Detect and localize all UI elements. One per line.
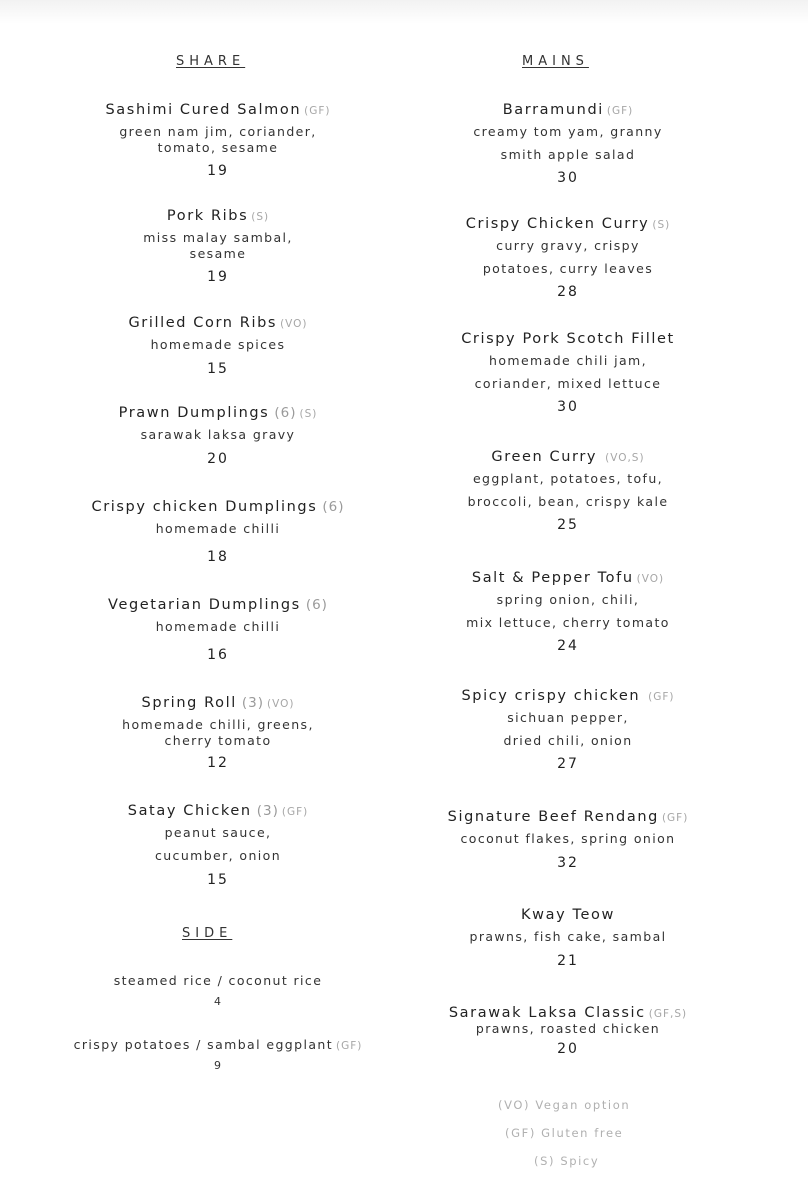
item-quantity: (6) xyxy=(305,597,328,613)
item-description: coriander, mixed lettuce xyxy=(474,376,662,391)
item-price: 20 xyxy=(557,1041,579,1057)
item-name: Crispy Pork Scotch Fillet xyxy=(461,331,675,347)
dietary-tag: (VO,S) xyxy=(605,452,645,464)
item-name: steamed rice / coconut rice xyxy=(113,973,323,988)
dietary-tag: (VO) xyxy=(280,318,308,330)
item-name: Prawn Dumplings xyxy=(118,405,270,421)
item-price: 18 xyxy=(207,549,229,565)
item-description: broccoli, bean, crispy kale xyxy=(467,494,669,509)
item-description: eggplant, potatoes, tofu, xyxy=(472,471,664,486)
menu-item xyxy=(368,806,768,871)
item-price: 15 xyxy=(207,872,229,888)
item-description: coconut flakes, spring onion xyxy=(460,831,676,846)
item-price: 30 xyxy=(557,399,579,415)
item-description: curry gravy, crispy xyxy=(496,238,640,253)
item-name: crispy potatoes / sambal eggplant xyxy=(73,1037,334,1052)
item-description: dried chili, onion xyxy=(503,733,633,748)
item-name: Sashimi Cured Salmon xyxy=(105,102,302,118)
item-description: spring onion, chili, xyxy=(496,592,640,607)
item-price: 15 xyxy=(207,361,229,377)
dietary-tag: (GF) xyxy=(336,1040,363,1052)
menu-item xyxy=(368,904,768,969)
menu-item xyxy=(368,446,768,533)
share-heading: SHARE xyxy=(176,54,246,69)
item-name: Barramundi xyxy=(502,102,604,118)
item-price: 19 xyxy=(207,269,229,285)
item-price: 12 xyxy=(207,755,229,771)
dietary-tag: (VO) xyxy=(267,698,295,710)
item-description: creamy tom yam, granny xyxy=(473,124,663,139)
item-name: Crispy Chicken Curry xyxy=(465,216,650,232)
item-name: Sarawak Laksa Classic xyxy=(448,1005,646,1021)
item-description: sarawak laksa gravy xyxy=(140,427,296,442)
dietary-tag: (GF) xyxy=(281,806,309,818)
item-description: cucumber, onion xyxy=(154,848,282,863)
item-name: Signature Beef Rendang xyxy=(447,809,659,825)
item-description: prawns, fish cake, sambal xyxy=(469,929,667,944)
item-description: homemade chili jam, xyxy=(489,353,647,368)
mains-heading: MAINS xyxy=(522,54,589,69)
menu-item xyxy=(18,800,418,888)
menu-item xyxy=(368,1002,768,1057)
share-column xyxy=(18,0,418,1200)
item-description: sichuan pepper, xyxy=(507,710,629,725)
item-price: 32 xyxy=(557,855,579,871)
item-description: peanut sauce, xyxy=(164,825,272,840)
item-name: Crispy chicken Dumplings xyxy=(91,499,318,515)
side-heading: SIDE xyxy=(182,926,233,941)
item-description: homemade chilli xyxy=(155,619,281,634)
menu-item xyxy=(18,594,418,663)
item-description: homemade chilli, greens, xyxy=(122,717,314,732)
item-name: Salt & Pepper Tofu xyxy=(471,570,634,586)
item-description: prawns, roasted chicken xyxy=(475,1021,661,1036)
item-description: sesame xyxy=(189,246,247,261)
item-name: Kway Teow xyxy=(521,907,615,923)
item-description: cherry tomato xyxy=(164,733,272,748)
item-description: tomato, sesame xyxy=(157,140,279,155)
dietary-tag: (GF) xyxy=(304,105,331,117)
item-price: 9 xyxy=(214,1059,222,1072)
dietary-tag: (GF) xyxy=(606,105,634,117)
item-name: Spicy crispy chicken xyxy=(461,688,641,704)
item-description: homemade spices xyxy=(150,337,286,352)
item-description: potatoes, curry leaves xyxy=(482,261,654,276)
item-name: Satay Chicken xyxy=(127,803,252,819)
menu-item xyxy=(18,312,418,377)
item-price: 16 xyxy=(207,647,229,663)
menu-item xyxy=(368,99,768,186)
menu-item xyxy=(18,99,418,179)
item-description: smith apple salad xyxy=(500,147,636,162)
item-description: homemade chilli xyxy=(155,521,281,536)
item-quantity: (6) xyxy=(322,499,345,515)
menu-item xyxy=(18,205,418,285)
mains-column xyxy=(368,0,768,1200)
item-quantity: (3) xyxy=(241,695,264,711)
item-price: 25 xyxy=(557,517,579,533)
dietary-tag: (S) xyxy=(652,219,671,231)
item-name: Green Curry xyxy=(491,449,598,465)
dietary-tag: (S) xyxy=(299,408,318,420)
item-price: 24 xyxy=(557,638,579,654)
item-quantity: (6) xyxy=(274,405,297,421)
legend-vegan: (VO) Vegan option xyxy=(498,1098,631,1112)
item-name: Spring Roll xyxy=(141,695,237,711)
item-description: mix lettuce, cherry tomato xyxy=(466,615,670,630)
dietary-tag: (GF,S) xyxy=(648,1008,688,1020)
item-price: 20 xyxy=(207,451,229,467)
item-description: miss malay sambal, xyxy=(143,230,293,245)
item-price: 21 xyxy=(557,953,579,969)
item-price: 19 xyxy=(207,163,229,179)
item-name: Vegetarian Dumplings xyxy=(108,597,301,613)
legend-spicy: (S) Spicy xyxy=(534,1154,600,1168)
dietary-tag: (S) xyxy=(251,211,270,223)
menu-item xyxy=(368,567,768,654)
dietary-tag: (GF) xyxy=(661,812,689,824)
item-name: Grilled Corn Ribs xyxy=(128,315,278,331)
dietary-tag: (GF) xyxy=(648,691,675,703)
menu-item xyxy=(368,213,768,300)
menu-item xyxy=(18,692,418,771)
item-price: 28 xyxy=(557,284,579,300)
dietary-tag: (VO) xyxy=(636,573,665,585)
menu-item xyxy=(368,328,768,415)
side-item xyxy=(18,1034,418,1072)
menu-item xyxy=(368,685,768,772)
legend-gluten-free: (GF) Gluten free xyxy=(505,1126,624,1140)
menu-item xyxy=(18,496,418,565)
menu-item xyxy=(18,402,418,467)
item-description: green nam jim, coriander, xyxy=(119,124,317,139)
item-price: 30 xyxy=(557,170,579,186)
item-price: 4 xyxy=(214,995,222,1008)
side-item xyxy=(18,970,418,1008)
item-price: 27 xyxy=(557,756,579,772)
item-name: Pork Ribs xyxy=(166,208,249,224)
item-quantity: (3) xyxy=(256,803,279,819)
